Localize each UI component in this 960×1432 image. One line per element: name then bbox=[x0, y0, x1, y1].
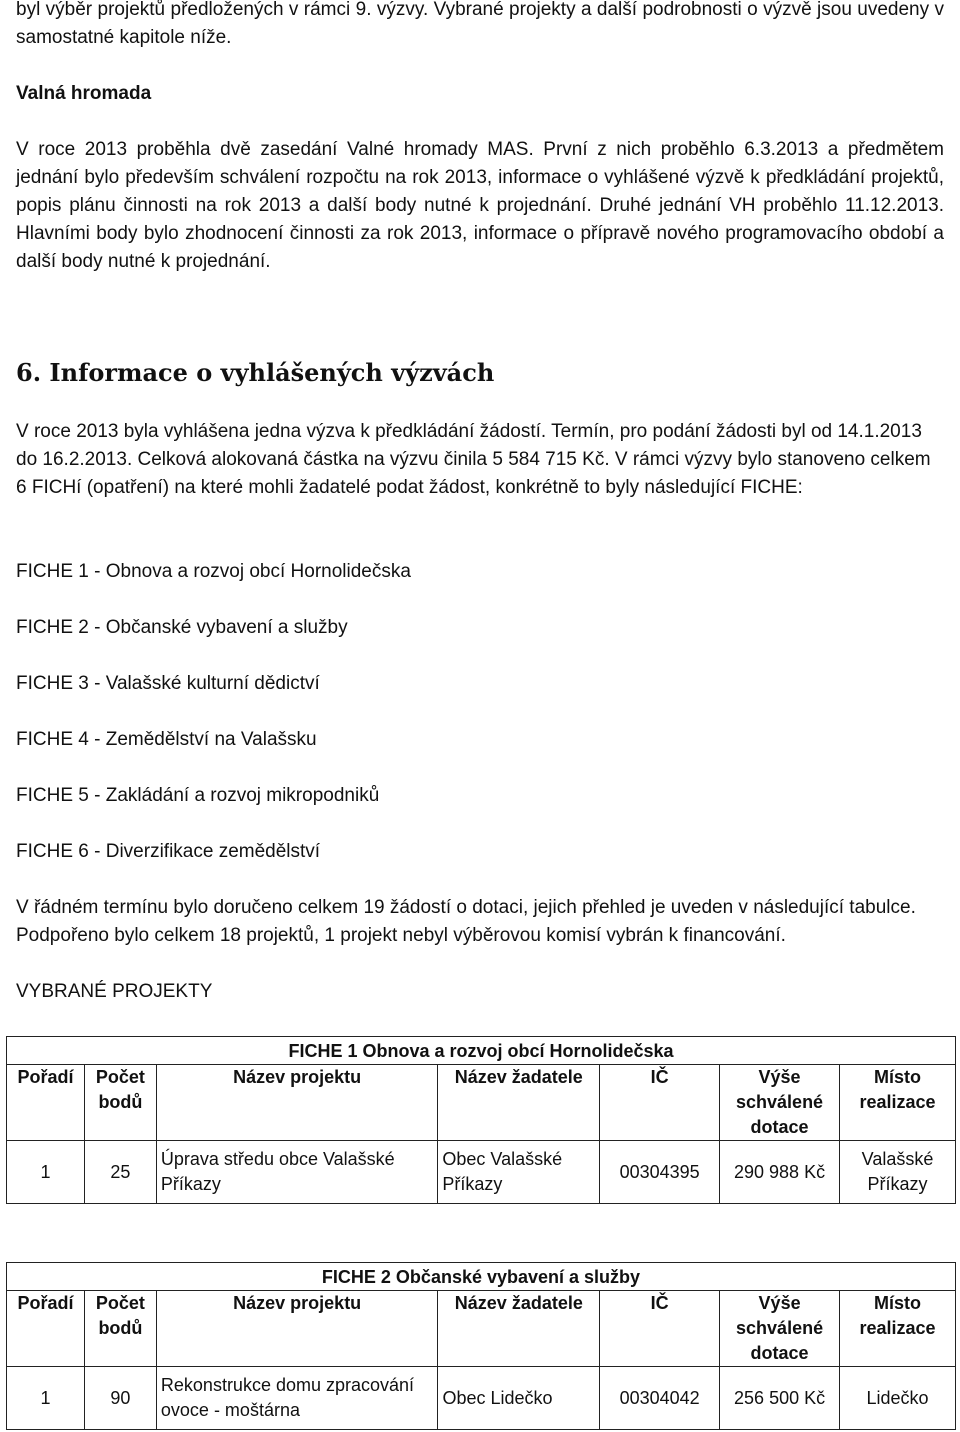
fiche-list-item-6: FICHE 6 - Diverzifikace zemědělství bbox=[16, 841, 321, 862]
cell-body: 25 bbox=[84, 1141, 156, 1204]
fiche-table-1 bbox=[6, 1036, 956, 1204]
col-header-nazev-zadatele: Název žadatele bbox=[438, 1065, 600, 1141]
cell-body: 90 bbox=[84, 1367, 156, 1430]
cell-poradi: 1 bbox=[7, 1367, 85, 1430]
section-title-6: 6. Informace o vyhlášených výzvách bbox=[16, 358, 495, 387]
table-row bbox=[7, 1367, 956, 1430]
fiche-table-title: FICHE 2 Občanské vybavení a služby bbox=[7, 1263, 956, 1291]
fiche-table-2 bbox=[6, 1262, 956, 1430]
col-header-ic: IČ bbox=[600, 1065, 720, 1141]
col-header-vyse-dotace: Výše schválené dotace bbox=[720, 1065, 840, 1141]
cell-dotace: 256 500 Kč bbox=[720, 1367, 840, 1430]
cell-zadatel: Obec Lidečko bbox=[438, 1367, 600, 1430]
fiche-list-item-4: FICHE 4 - Zemědělství na Valašsku bbox=[16, 729, 317, 750]
cell-dotace: 290 988 Kč bbox=[720, 1141, 840, 1204]
paragraph-valna-hromada: V roce 2013 proběhla dvě zasedání Valné hromady MAS. První z nich proběhlo 6.3.2013 a předmětem jednání bylo především schválení rozpočtu na rok 2013, informace o vyhlášené výzvě k předkládání projektů, popis plánu činnosti na rok 2013 a další body nutné k projednání. Druhé jednání VH proběhlo 11.12.2013. Hlavními body bylo zhodnocení činnosti za rok 2013, informace o přípravě nového programovacího období a další body nutné k projednání. bbox=[16, 139, 944, 272]
col-header-misto-realizace: Místo realizace bbox=[840, 1065, 956, 1141]
col-header-poradi: Pořadí bbox=[7, 1065, 85, 1141]
col-header-misto-realizace: Místo realizace bbox=[840, 1291, 956, 1367]
col-header-pocet-bodu: Počet bodů bbox=[84, 1291, 156, 1367]
selected-projects-heading: VYBRANÉ PROJEKTY bbox=[16, 981, 213, 1002]
cell-misto: Lidečko bbox=[840, 1367, 956, 1430]
cell-ic: 00304042 bbox=[600, 1367, 720, 1430]
fiche-list-item-5: FICHE 5 - Zakládání a rozvoj mikropodniků bbox=[16, 785, 380, 806]
table-row bbox=[7, 1141, 956, 1204]
col-header-vyse-dotace: Výše schválené dotace bbox=[720, 1291, 840, 1367]
col-header-pocet-bodu: Počet bodů bbox=[84, 1065, 156, 1141]
fiche-table-title: FICHE 1 Obnova a rozvoj obcí Hornolidečska bbox=[7, 1037, 956, 1065]
col-header-nazev-projektu: Název projektu bbox=[156, 1291, 438, 1367]
paragraph-intro: byl výběr projektů předložených v rámci 9. výzvy. Vybrané projekty a další podrobnosti o výzvě jsou uvedeny v samostatné kapitole níže. bbox=[16, 0, 944, 48]
cell-misto: Valašské Příkazy bbox=[840, 1141, 956, 1204]
fiche-list-item-3: FICHE 3 - Valašské kulturní dědictví bbox=[16, 673, 320, 694]
section-heading-valna-hromada: Valná hromada bbox=[16, 83, 152, 104]
fiche-list-item-1: FICHE 1 - Obnova a rozvoj obcí Hornolidečska bbox=[16, 561, 411, 582]
cell-projekt: Úprava středu obce Valašské Příkazy bbox=[156, 1141, 437, 1204]
col-header-nazev-zadatele: Název žadatele bbox=[438, 1291, 600, 1367]
col-header-nazev-projektu: Název projektu bbox=[156, 1065, 437, 1141]
col-header-ic: IČ bbox=[600, 1291, 720, 1367]
cell-projekt: Rekonstrukce domu zpracování ovoce - moštárna bbox=[156, 1367, 438, 1430]
col-header-poradi: Pořadí bbox=[7, 1291, 85, 1367]
paragraph-vyzva-intro: V roce 2013 byla vyhlášena jedna výzva k předkládání žádostí. Termín, pro podání žádosti byl od 14.1.2013 do 16.2.2013. Celková alokovaná částka na výzvu činila 5 584 715 Kč. V rámci výzvy bylo stanoveno celkem 6 FICHí (opatření) na které mohli žadatelé podat žádost, konkrétně to byly následující FICHE: bbox=[16, 421, 931, 498]
cell-ic: 00304395 bbox=[600, 1141, 720, 1204]
fiche-list-item-2: FICHE 2 - Občanské vybavení a služby bbox=[16, 617, 348, 638]
cell-poradi: 1 bbox=[7, 1141, 85, 1204]
cell-zadatel: Obec Valašské Příkazy bbox=[438, 1141, 600, 1204]
paragraph-summary: V řádném termínu bylo doručeno celkem 19 žádostí o dotaci, jejich přehled je uveden v následující tabulce. Podpořeno bylo celkem 18 projektů, 1 projekt nebyl výběrovou komisí vybrán k financování. bbox=[16, 897, 916, 946]
